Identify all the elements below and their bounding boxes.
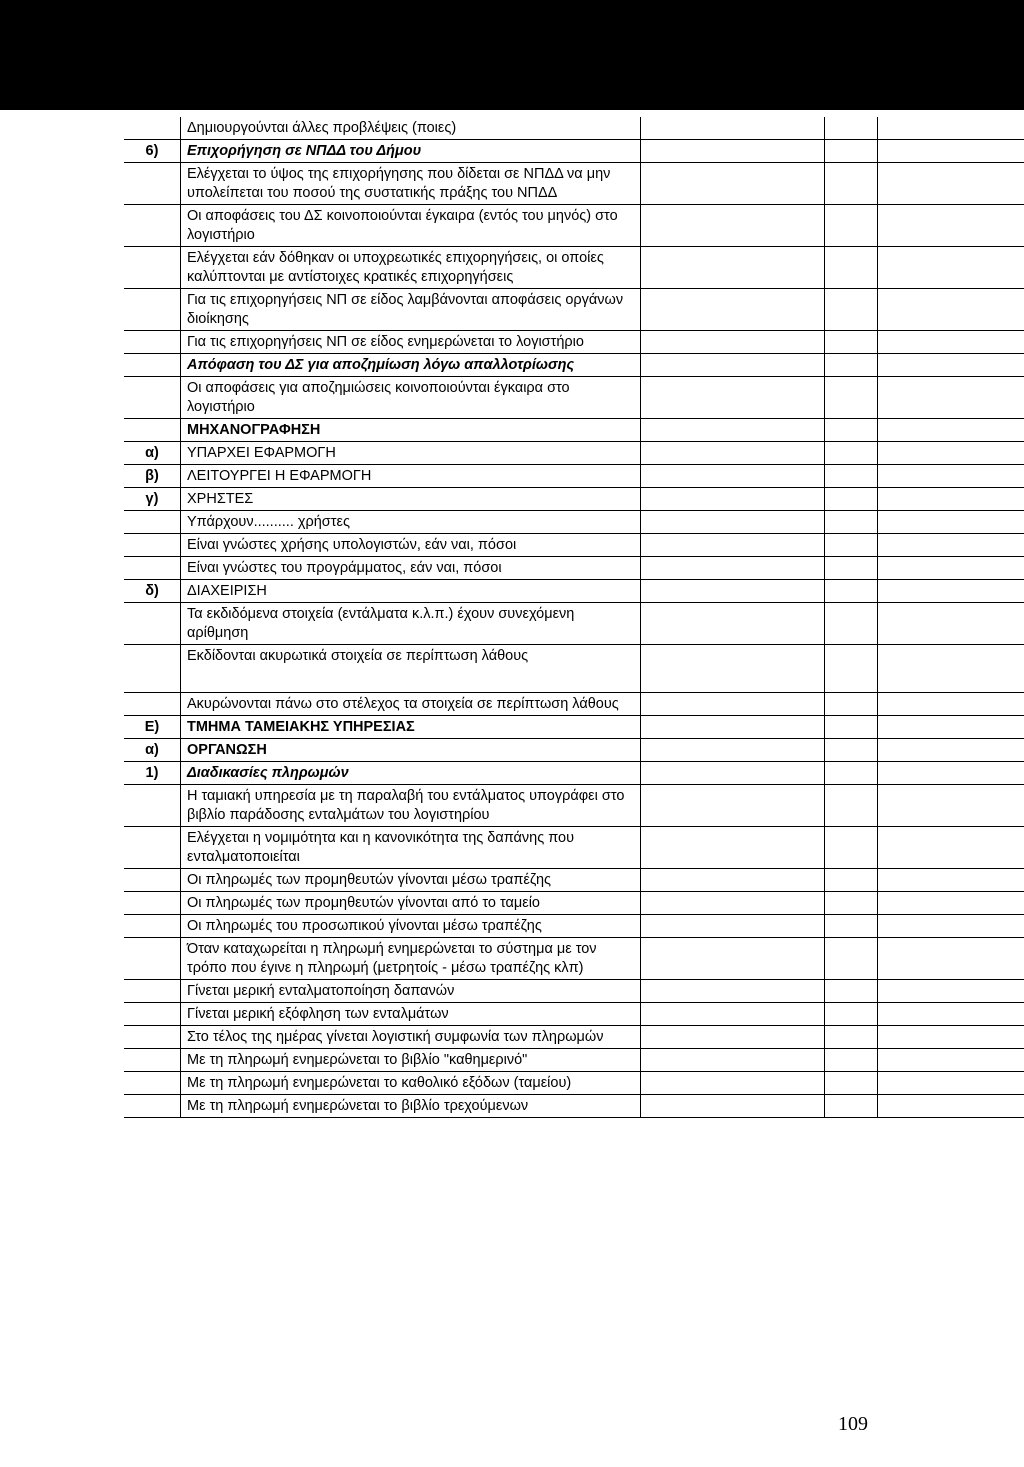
answer-cell [878, 693, 1024, 716]
answer-cell [641, 645, 825, 693]
row-label [124, 827, 181, 869]
row-label [124, 117, 181, 140]
answer-cell [878, 377, 1024, 419]
table-row [124, 785, 1024, 827]
table-row [124, 1049, 1024, 1072]
table-row [124, 511, 1024, 534]
answer-cell [878, 785, 1024, 827]
row-text: Όταν καταχωρείται η πληρωμή ενημερώνεται το σύστημα με τον τρόπο που έγινε η πληρωμή (μετρητοίς - μέσω τραπέζης κλπ) [181, 938, 641, 980]
row-label [124, 289, 181, 331]
table-row [124, 1095, 1024, 1118]
answer-cell [878, 645, 1024, 693]
table-row [124, 354, 1024, 377]
row-text: ΜΗΧΑΝΟΓΡΑΦΗΣΗ [181, 419, 641, 442]
answer-cell [641, 1026, 825, 1049]
answer-cell [878, 716, 1024, 739]
row-label [124, 915, 181, 938]
answer-cell [825, 580, 878, 603]
table-row [124, 163, 1024, 205]
table-row [124, 739, 1024, 762]
answer-cell [641, 289, 825, 331]
answer-cell [825, 1049, 878, 1072]
row-label [124, 938, 181, 980]
row-label [124, 1095, 181, 1118]
answer-cell [641, 465, 825, 488]
answer-cell [825, 377, 878, 419]
answer-cell [825, 603, 878, 645]
row-label [124, 645, 181, 693]
table-row [124, 603, 1024, 645]
row-text: Ελέγχεται το ύψος της επιχορήγησης που δίδεται σε ΝΠΔΔ να μην υπολείπεται του ποσού της συστατικής πράξης του ΝΠΔΔ [181, 163, 641, 205]
answer-cell [641, 163, 825, 205]
answer-cell [641, 331, 825, 354]
answer-cell [878, 1072, 1024, 1095]
row-label [124, 1072, 181, 1095]
table-row [124, 1072, 1024, 1095]
answer-cell [878, 580, 1024, 603]
table-row [124, 645, 1024, 693]
row-text: Η ταμιακή υπηρεσία με τη παραλαβή του εντάλματος υπογράφει στο βιβλίο παράδοσης ενταλμάτων του λογιστηρίου [181, 785, 641, 827]
row-label [124, 1026, 181, 1049]
row-text: Διαδικασίες πληρωμών [181, 762, 641, 785]
answer-cell [825, 892, 878, 915]
table-row [124, 465, 1024, 488]
row-label: γ) [124, 488, 181, 511]
row-label [124, 205, 181, 247]
answer-cell [878, 419, 1024, 442]
answer-cell [825, 289, 878, 331]
table-row [124, 205, 1024, 247]
table-row [124, 442, 1024, 465]
table-row [124, 580, 1024, 603]
answer-cell [878, 289, 1024, 331]
row-text: Με τη πληρωμή ενημερώνεται το βιβλίο τρεχούμενων [181, 1095, 641, 1118]
row-text: Γίνεται μερική ενταλματοποίηση δαπανών [181, 980, 641, 1003]
table-row [124, 419, 1024, 442]
answer-cell [641, 762, 825, 785]
table-row [124, 557, 1024, 580]
scan-dark-border [0, 0, 1024, 110]
answer-cell [878, 603, 1024, 645]
answer-cell [641, 534, 825, 557]
table-row [124, 534, 1024, 557]
table-row [124, 117, 1024, 140]
table-row [124, 1003, 1024, 1026]
row-text: Ακυρώνονται πάνω στο στέλεχος τα στοιχεία σε περίπτωση λάθους [181, 693, 641, 716]
table-row [124, 869, 1024, 892]
answer-cell [641, 892, 825, 915]
answer-cell [641, 557, 825, 580]
answer-cell [641, 869, 825, 892]
row-label [124, 331, 181, 354]
table-row [124, 915, 1024, 938]
answer-cell [825, 645, 878, 693]
answer-cell [878, 1026, 1024, 1049]
row-text: ΤΜΗΜΑ ΤΑΜΕΙΑΚΗΣ ΥΠΗΡΕΣΙΑΣ [181, 716, 641, 739]
answer-cell [641, 442, 825, 465]
answer-cell [825, 557, 878, 580]
row-label [124, 163, 181, 205]
answer-cell [825, 117, 878, 140]
row-label [124, 419, 181, 442]
row-text: Στο τέλος της ημέρας γίνεται λογιστική συμφωνία των πληρωμών [181, 1026, 641, 1049]
answer-cell [825, 488, 878, 511]
answer-cell [878, 534, 1024, 557]
answer-cell [878, 354, 1024, 377]
row-text: Ελέγχεται εάν δόθηκαν οι υποχρεωτικές επιχορηγήσεις, οι οποίες καλύπτονται με αντίστοιχες κρατικές επιχορηγήσεις [181, 247, 641, 289]
row-label: 1) [124, 762, 181, 785]
answer-cell [641, 827, 825, 869]
answer-cell [878, 1003, 1024, 1026]
answer-cell [825, 419, 878, 442]
answer-cell [641, 603, 825, 645]
row-label: α) [124, 442, 181, 465]
row-text: ΛΕΙΤΟΥΡΓΕΙ Η ΕΦΑΡΜΟΓΗ [181, 465, 641, 488]
table-row [124, 377, 1024, 419]
answer-cell [641, 140, 825, 163]
answer-cell [825, 980, 878, 1003]
answer-cell [641, 980, 825, 1003]
table-row [124, 716, 1024, 739]
answer-cell [878, 762, 1024, 785]
row-text: Τα εκδιδόμενα στοιχεία (εντάλματα κ.λ.π.) έχουν συνεχόμενη αρίθμηση [181, 603, 641, 645]
row-text: Οι αποφάσεις για αποζημιώσεις κοινοποιούνται έγκαιρα στο λογιστήριο [181, 377, 641, 419]
answer-cell [641, 915, 825, 938]
answer-cell [878, 247, 1024, 289]
answer-cell [878, 980, 1024, 1003]
table-row [124, 140, 1024, 163]
answer-cell [641, 488, 825, 511]
row-text: ΟΡΓΑΝΩΣΗ [181, 739, 641, 762]
row-label [124, 247, 181, 289]
table-row [124, 762, 1024, 785]
answer-cell [878, 938, 1024, 980]
answer-cell [825, 163, 878, 205]
answer-cell [878, 915, 1024, 938]
row-label [124, 1049, 181, 1072]
row-text: Οι πληρωμές των προμηθευτών γίνονται από το ταμείο [181, 892, 641, 915]
table-row [124, 980, 1024, 1003]
answer-cell [825, 247, 878, 289]
row-text: Δημιουργούνται άλλες προβλέψεις (ποιες) [181, 117, 641, 140]
answer-cell [825, 1026, 878, 1049]
answer-cell [641, 354, 825, 377]
table-row [124, 892, 1024, 915]
answer-cell [878, 488, 1024, 511]
answer-cell [641, 938, 825, 980]
row-text: Είναι γνώστες χρήσης υπολογιστών, εάν ναι, πόσοι [181, 534, 641, 557]
row-label [124, 869, 181, 892]
answer-cell [641, 693, 825, 716]
answer-cell [641, 1049, 825, 1072]
table-row [124, 488, 1024, 511]
answer-cell [825, 511, 878, 534]
row-label [124, 980, 181, 1003]
row-text: Εκδίδονται ακυρωτικά στοιχεία σε περίπτωση λάθους [181, 645, 641, 693]
answer-cell [825, 869, 878, 892]
row-label [124, 557, 181, 580]
table-row [124, 693, 1024, 716]
row-label [124, 354, 181, 377]
answer-cell [825, 140, 878, 163]
answer-cell [641, 247, 825, 289]
row-label [124, 785, 181, 827]
answer-cell [641, 1072, 825, 1095]
answer-cell [641, 511, 825, 534]
answer-cell [641, 716, 825, 739]
page-number: 109 [838, 1413, 868, 1435]
answer-cell [825, 693, 878, 716]
answer-cell [641, 739, 825, 762]
table-row [124, 1026, 1024, 1049]
answer-cell [825, 785, 878, 827]
answer-cell [878, 117, 1024, 140]
answer-cell [825, 1003, 878, 1026]
table-row [124, 938, 1024, 980]
row-label: Ε) [124, 716, 181, 739]
answer-cell [825, 1072, 878, 1095]
answer-cell [825, 354, 878, 377]
table-row [124, 247, 1024, 289]
answer-cell [641, 419, 825, 442]
answer-cell [878, 465, 1024, 488]
row-text: Οι πληρωμές των προμηθευτών γίνονται μέσω τραπέζης [181, 869, 641, 892]
row-label [124, 1003, 181, 1026]
row-text: Επιχορήγηση σε ΝΠΔΔ του Δήμου [181, 140, 641, 163]
row-text: Με τη πληρωμή ενημερώνεται το βιβλίο "καθημερινό" [181, 1049, 641, 1072]
row-text: Για τις επιχορηγήσεις ΝΠ σε είδος ενημερώνεται το λογιστήριο [181, 331, 641, 354]
answer-cell [825, 915, 878, 938]
audit-checklist-table [124, 117, 1024, 1118]
answer-cell [878, 892, 1024, 915]
row-label: 6) [124, 140, 181, 163]
row-label [124, 892, 181, 915]
row-label: β) [124, 465, 181, 488]
answer-cell [641, 377, 825, 419]
answer-cell [641, 785, 825, 827]
table-row [124, 827, 1024, 869]
row-text: Οι πληρωμές του προσωπικού γίνονται μέσω τραπέζης [181, 915, 641, 938]
answer-cell [641, 205, 825, 247]
answer-cell [641, 580, 825, 603]
answer-cell [825, 827, 878, 869]
answer-cell [878, 827, 1024, 869]
answer-cell [825, 716, 878, 739]
answer-cell [825, 205, 878, 247]
answer-cell [641, 1095, 825, 1118]
answer-cell [825, 534, 878, 557]
row-label [124, 693, 181, 716]
row-text: Γίνεται μερική εξόφληση των ενταλμάτων [181, 1003, 641, 1026]
answer-cell [878, 1049, 1024, 1072]
answer-cell [641, 1003, 825, 1026]
answer-cell [825, 442, 878, 465]
table-row [124, 289, 1024, 331]
row-label: α) [124, 739, 181, 762]
row-text: Υπάρχουν.......... χρήστες [181, 511, 641, 534]
answer-cell [641, 117, 825, 140]
answer-cell [878, 869, 1024, 892]
row-label [124, 511, 181, 534]
row-text: Για τις επιχορηγήσεις ΝΠ σε είδος λαμβάνονται αποφάσεις οργάνων διοίκησης [181, 289, 641, 331]
answer-cell [825, 938, 878, 980]
row-text: ΥΠΑΡΧΕΙ ΕΦΑΡΜΟΓΗ [181, 442, 641, 465]
answer-cell [878, 739, 1024, 762]
row-text: ΧΡΗΣΤΕΣ [181, 488, 641, 511]
answer-cell [878, 205, 1024, 247]
answer-cell [825, 465, 878, 488]
answer-cell [878, 557, 1024, 580]
answer-cell [878, 511, 1024, 534]
row-text: Ελέγχεται η νομιμότητα και η κανονικότητα της δαπάνης που ενταλματοποιείται [181, 827, 641, 869]
answer-cell [825, 1095, 878, 1118]
answer-cell [825, 331, 878, 354]
answer-cell [825, 739, 878, 762]
row-label [124, 534, 181, 557]
answer-cell [878, 442, 1024, 465]
table-row [124, 331, 1024, 354]
answer-cell [825, 762, 878, 785]
row-text: Οι αποφάσεις του ΔΣ κοινοποιούνται έγκαιρα (εντός του μηνός) στο λογιστήριο [181, 205, 641, 247]
row-text: ΔΙΑΧΕΙΡΙΣΗ [181, 580, 641, 603]
row-text: Με τη πληρωμή ενημερώνεται το καθολικό εξόδων (ταμείου) [181, 1072, 641, 1095]
answer-cell [878, 140, 1024, 163]
row-text: Απόφαση του ΔΣ για αποζημίωση λόγω απαλλοτρίωσης [181, 354, 641, 377]
row-label: δ) [124, 580, 181, 603]
row-label [124, 603, 181, 645]
answer-cell [878, 1095, 1024, 1118]
answer-cell [878, 331, 1024, 354]
checklist-body [124, 117, 1024, 1118]
row-text: Είναι γνώστες του προγράμματος, εάν ναι, πόσοι [181, 557, 641, 580]
answer-cell [878, 163, 1024, 205]
row-label [124, 377, 181, 419]
